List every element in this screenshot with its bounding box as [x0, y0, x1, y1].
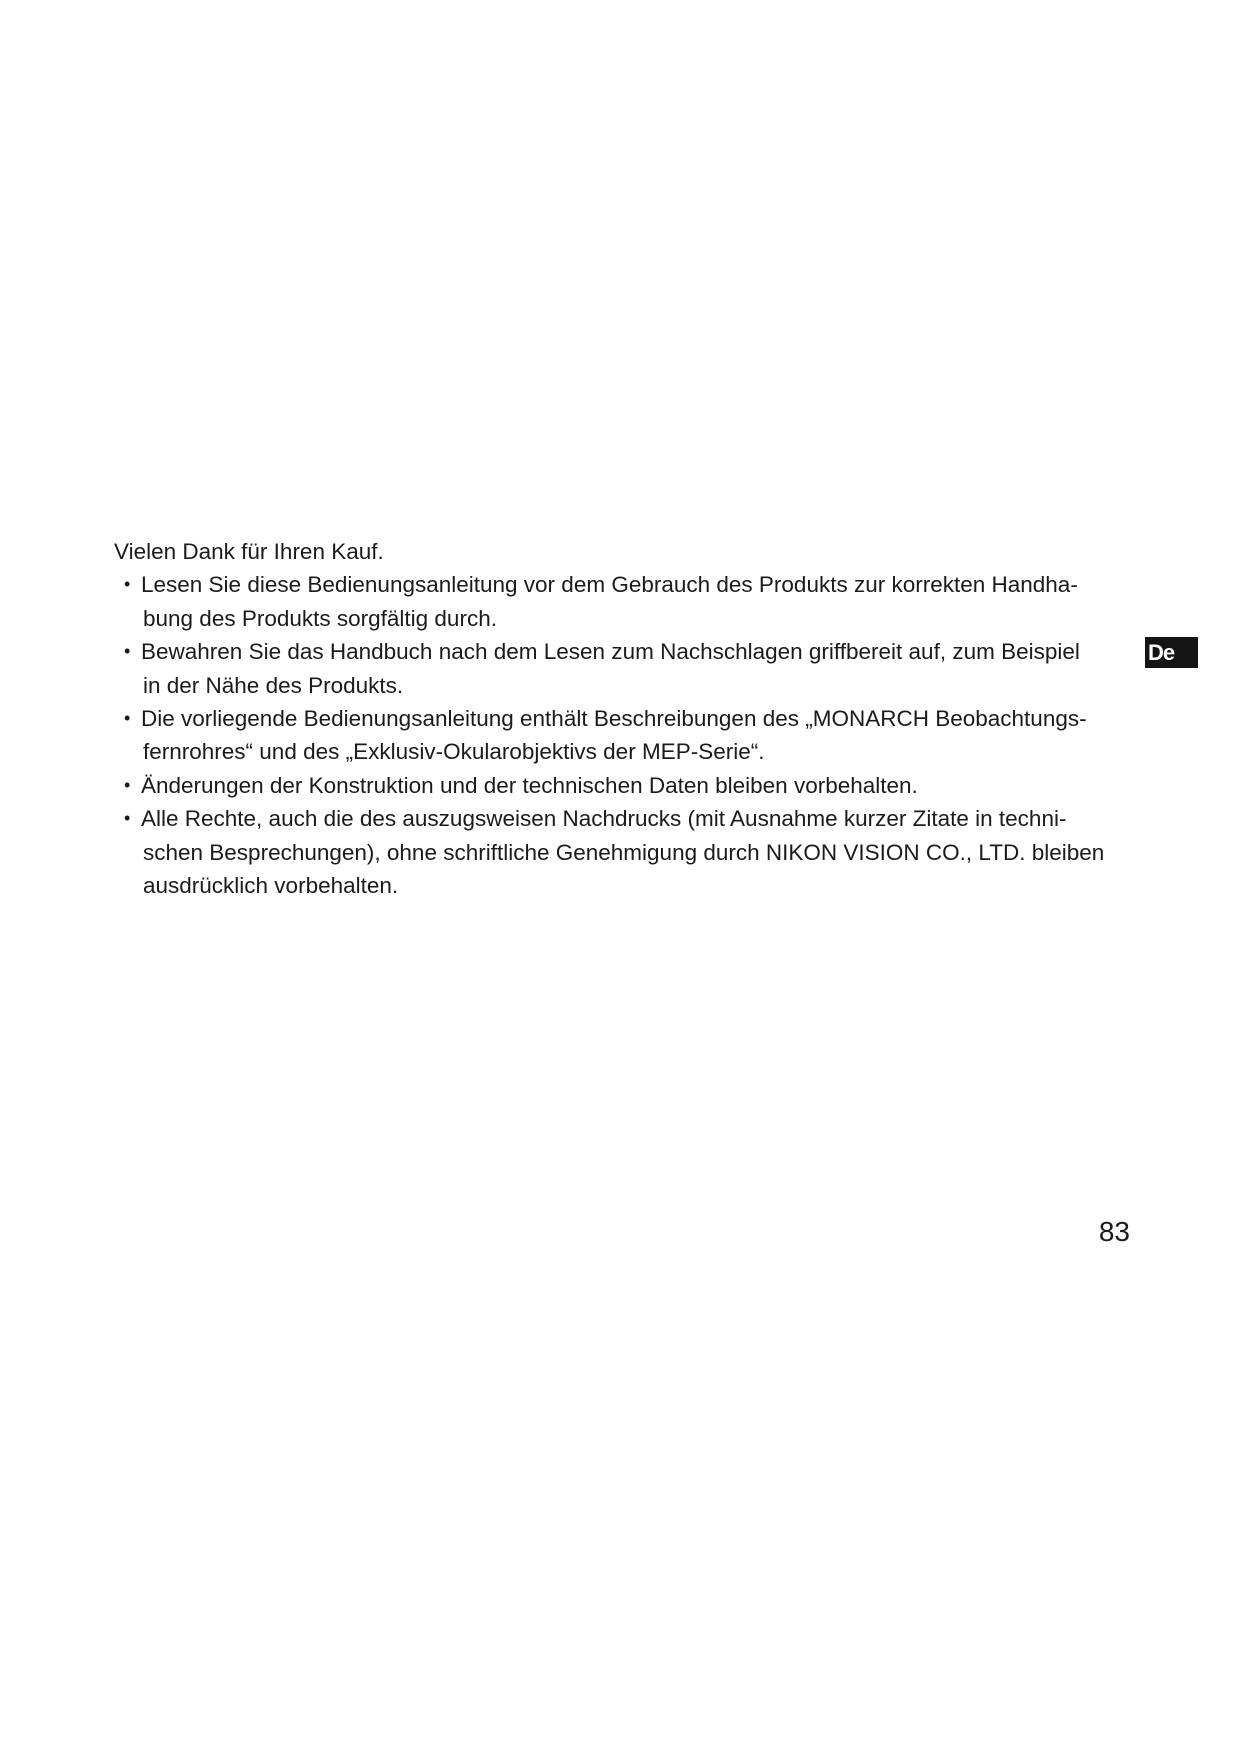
- bullet-line: Alle Rechte, auch die des auszugsweisen Nachdrucks (mit Ausnahme kurzer Zitate in techni-: [141, 806, 1067, 832]
- bullet-item-keep-manual: [114, 635, 1124, 702]
- bullet-symbol: •: [124, 707, 131, 728]
- bullet-line: Bewahren Sie das Handbuch nach dem Lesen zum Nachschlagen griffbereit auf, zum Beispiel: [141, 639, 1080, 665]
- bullet-item-copyright: [114, 802, 1124, 902]
- bullet-line: ausdrücklich vorbehalten.: [143, 872, 399, 898]
- intro-text: Vielen Dank für Ihren Kauf.: [114, 539, 384, 564]
- bullet-symbol: •: [124, 641, 131, 662]
- preface-text: [114, 535, 1124, 902]
- bullet-line: bung des Produkts sorgfältig durch.: [143, 605, 497, 631]
- bullet-line: Lesen Sie diese Bedienungsanleitung vor dem Gebrauch des Produkts zur korrekten Handha-: [141, 572, 1078, 598]
- bullet-symbol: •: [124, 574, 131, 595]
- bullet-line: in der Nähe des Produkts.: [143, 672, 404, 698]
- bullet-item-specification-changes: [114, 769, 1124, 802]
- bullet-item-manual-contents: [114, 702, 1124, 769]
- page-number: 83: [1098, 1216, 1130, 1247]
- bullet-line: fernrohres“ und des „Exklusiv-Okularobjektivs der MEP-Serie“.: [143, 739, 765, 765]
- language-tab: De: [1145, 637, 1198, 668]
- bullet-line: Die vorliegende Bedienungsanleitung enthält Beschreibungen des „MONARCH Beobachtungs-: [141, 705, 1087, 731]
- bullet-line: schen Besprechungen), ohne schriftliche Genehmigung durch NIKON VISION CO., LTD. bleiben: [143, 839, 1105, 865]
- bullet-symbol: •: [124, 808, 131, 829]
- bullet-symbol: •: [124, 774, 131, 795]
- bullet-item-read-manual: [114, 568, 1124, 635]
- bullet-line: Änderungen der Konstruktion und der technischen Daten bleiben vorbehalten.: [141, 772, 918, 798]
